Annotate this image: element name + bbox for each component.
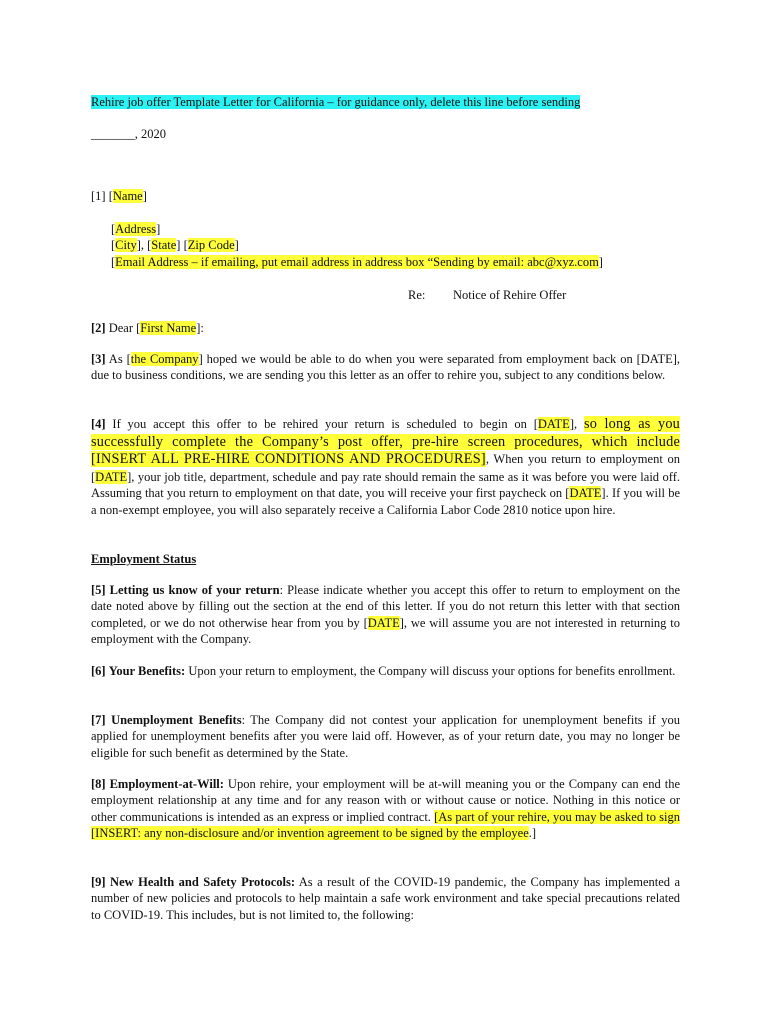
email-placeholder: Email Address – if emailing, put email address in address box “Sending by email: abc@xyz.com: [115, 255, 599, 269]
zip-placeholder: Zip Code: [187, 238, 235, 252]
date-placeholder: DATE: [367, 615, 400, 630]
re-subject: Notice of Rehire Offer: [453, 288, 567, 302]
salutation-pre: Dear [: [108, 321, 141, 335]
p3-text-b: ] hoped we would be able to do when you were separated from employment back on [DATE], due to business conditions, we are sending you this letter as an offer to rehire you, subject to any conditions below.: [91, 352, 681, 383]
section-heading-text: Employment Status: [91, 552, 197, 566]
section-heading: [91, 551, 680, 567]
p5-title: Letting us know of your return: [109, 583, 280, 597]
address-line: [Address]: [111, 222, 161, 236]
city-state-zip-line: [City], [State] [Zip Code]: [111, 238, 239, 252]
salutation-post: ]:: [196, 321, 204, 335]
recipient-name-line: [91, 188, 680, 204]
p4-text-c: , When you return to employment on [: [91, 452, 680, 484]
date-line: _______, 2020: [91, 127, 166, 141]
p6-text: Upon your return to employment, the Company will discuss your options for benefits enrollment.: [185, 664, 676, 678]
p6-title: Your Benefits:: [108, 664, 186, 678]
paragraph-3: [91, 351, 680, 384]
paragraph-9: [91, 874, 680, 923]
p8-title: Employment-at-Will:: [109, 777, 224, 791]
date-placeholder: DATE: [569, 486, 602, 501]
paragraph-5: [91, 582, 680, 648]
p4-text-b: ],: [569, 417, 584, 431]
p8-text: Upon rehire, your employment will be at-will meaning you or the Company can end the employment relationship at any time and for any reason with or without cause or notice. Nothing in this notice or other communications is intended as an express or implied contract.: [91, 777, 680, 824]
para-number: [4]: [91, 417, 106, 431]
name-placeholder: Name: [112, 189, 143, 203]
p4-text-a: If you accept this offer to be rehired your return is scheduled to begin on [: [112, 417, 538, 431]
salutation: [91, 320, 680, 336]
p4-text-d: ], your job title, department, schedule and pay rate should remain the same as it was before you were laid off. Assuming that you return to employment on that date, you will receive your first paycheck on [: [91, 469, 680, 501]
guidance-highlight: Rehire job offer Template Letter for California – for guidance only, delete this line before sending: [91, 95, 581, 109]
state-placeholder: State: [151, 238, 177, 252]
para-number: [5]: [91, 583, 106, 597]
company-placeholder: the Company: [130, 352, 199, 366]
p9-text: As a result of the COVID-19 pandemic, the Company has implemented a number of new policies and protocols to help maintain a safe work environment and take special precautions related to COVID-19. This includes, but is not limited to, the following:: [91, 875, 681, 922]
agreement-highlight: [As part of your rehire, you may be asked to sign [INSERT: any non-disclosure and/or invention agreement to be signed by the employee: [91, 809, 680, 841]
re-label: Re:: [408, 288, 426, 302]
date-placeholder: DATE: [95, 469, 128, 484]
paragraph-7: [91, 712, 680, 761]
paragraph-8: [91, 776, 680, 842]
paragraph-4: [91, 416, 680, 518]
p7-text: : The Company did not contest your application for unemployment benefits if you applied for unemployment benefits after you were laid off. However, as of your return date, you may no longer be eligible for such benefit as determined by the State.: [91, 713, 681, 760]
p8-end: .]: [528, 826, 537, 841]
first-name-placeholder: First Name: [140, 321, 197, 335]
guidance-line: [91, 94, 711, 110]
para-number: [2]: [91, 321, 106, 335]
pre-hire-conditions-highlight: so long as you successfully complete the Company’s post offer, pre-hire screen procedures, which include [INSERT ALL PRE-HIRE CONDITIONS AND PROCEDURES]: [91, 416, 681, 468]
paragraph-6: [91, 663, 680, 679]
para-number: [7]: [91, 713, 106, 727]
para-number: [8]: [91, 777, 106, 791]
date-placeholder: DATE: [537, 417, 570, 431]
p4-text-e: ]. If you will be a non-exempt employee, you will also separately receive a California Labor Code 2810 notice upon hire.: [91, 486, 680, 517]
bracket: [: [108, 189, 113, 203]
para-number: [6]: [91, 664, 106, 678]
p5-text-a: : Please indicate whether you accept this offer to return to employment on the date noted above by filling out the section at the end of this letter. If you do not return this letter with that section completed, or we do not otherwise hear from you by [: [91, 583, 681, 630]
p3-text-a: As [: [108, 352, 131, 366]
address-placeholder: Address: [115, 222, 157, 236]
para-number: [3]: [91, 352, 106, 366]
para-number: [1]: [91, 189, 106, 203]
p9-title: New Health and Safety Protocols:: [110, 875, 295, 889]
para-number: [9]: [91, 875, 106, 889]
p5-text-b: ], we will assume you are not interested in returning to employment with the Company.: [91, 615, 680, 647]
city-placeholder: City: [115, 238, 137, 252]
bracket: ]: [142, 189, 147, 203]
p7-title: Unemployment Benefits: [111, 713, 242, 727]
email-line: [Email Address – if emailing, put email address in address box “Sending by email: abc@xyz.com]: [111, 255, 603, 269]
